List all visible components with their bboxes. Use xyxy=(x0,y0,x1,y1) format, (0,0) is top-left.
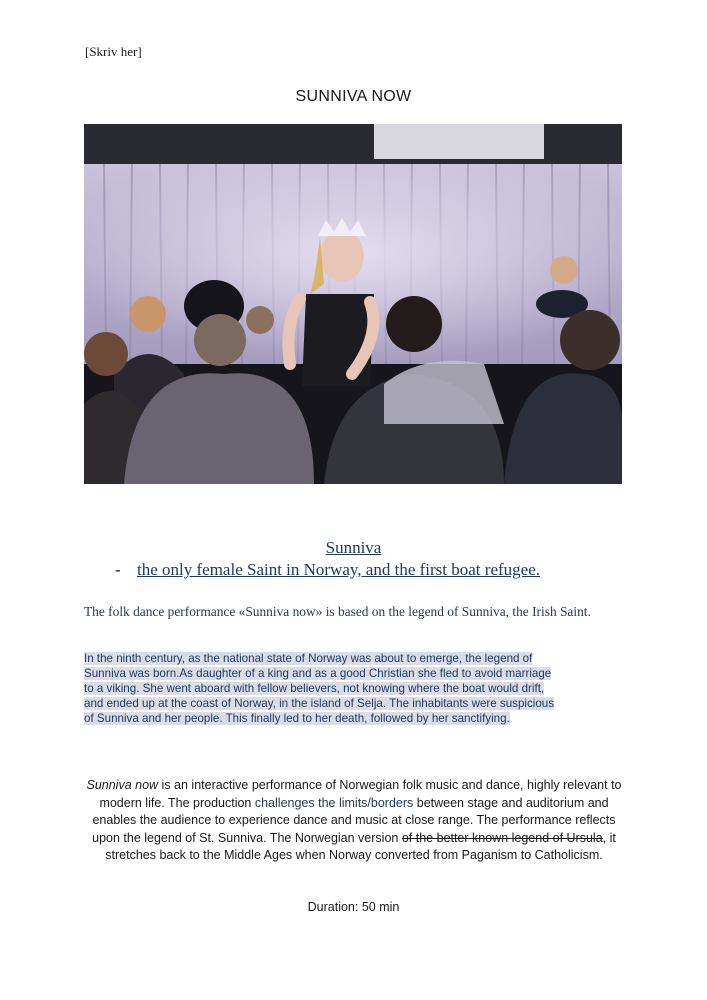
description-text-2: between stage and auditorium and enables the audience to experience dance and music at close range. The performance reflects upon the legend of St. Sunniva. The Norwegian version xyxy=(92,795,616,845)
legend-line: to a viking. She went aboard with fellow believers, not knowing where the boat would drift, xyxy=(84,682,545,695)
duration-text: Duration: 50 min xyxy=(307,900,400,914)
intro-paragraph: The folk dance performance «Sunniva now» is based on the legend of Sunniva, the Irish Saint. xyxy=(84,604,591,619)
production-title: Sunniva now xyxy=(86,778,159,792)
subheading-text: the only female Saint in Norway, and the first boat refugee. xyxy=(137,560,540,579)
description-text-3: , it stretches back to the Middle Ages when Norway converted from Paganism to Catholicism. xyxy=(105,830,616,862)
legend-line: In the ninth century, as the national state of Norway was about to emerge, the legend of xyxy=(84,652,533,665)
legend-paragraph xyxy=(84,651,624,726)
legend-line: of Sunniva and her people. This finally led to her death, followed by her sanctifying. xyxy=(84,712,510,725)
section-subheading xyxy=(115,560,540,580)
header-placeholder: [Skriv her] xyxy=(85,44,142,59)
description-text-1: is an interactive performance of Norwegian folk music and dance, highly relevant to modern life. The production xyxy=(99,778,622,810)
struck-text: of the better known legend of Ursula xyxy=(401,830,603,845)
performance-photo xyxy=(84,124,622,484)
legend-line: and ended up at the coast of Norway, in the island of Selja. The inhabitants were suspicious xyxy=(84,697,555,710)
subheading-dash: - xyxy=(115,560,121,579)
description-paragraph xyxy=(84,777,624,865)
section-heading: Sunniva xyxy=(325,538,382,557)
description-blue-phrase: challenges the limits/borders xyxy=(254,795,414,810)
legend-line: Sunniva was born.As daughter of a king and as a good Christian she fled to avoid marriage xyxy=(84,667,552,680)
document-title: SUNNIVA NOW xyxy=(295,88,412,105)
